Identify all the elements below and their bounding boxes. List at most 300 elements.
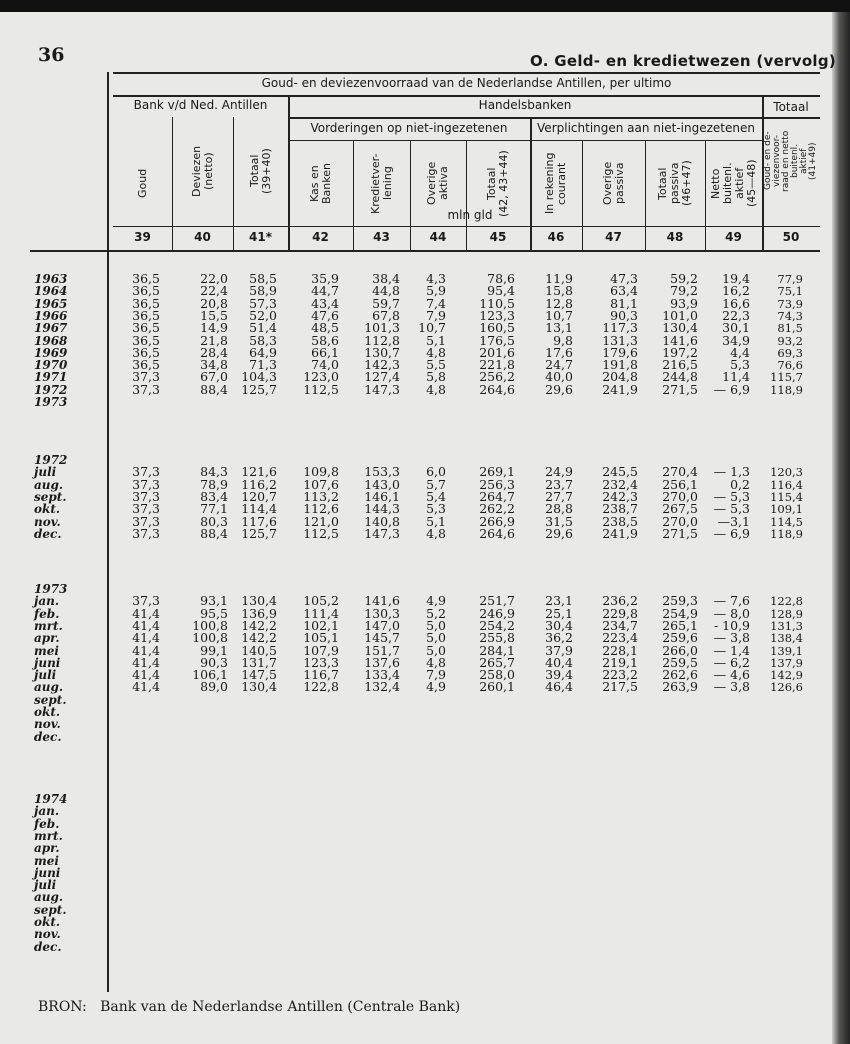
cell-col-39: 37,3	[132, 501, 160, 517]
cell-col-41: 57,3	[249, 295, 277, 311]
row-label: sept.	[34, 489, 67, 504]
row-label: jan.	[34, 594, 60, 609]
cell-col-49: 16,6	[722, 295, 750, 311]
cell-col-47: 241,9	[602, 381, 638, 397]
cell-col-49: — 1,4	[713, 642, 750, 658]
row-label: sept.	[34, 902, 67, 917]
cell-col-43: 67,8	[372, 307, 400, 323]
row-label: dec.	[34, 526, 62, 541]
cell-col-41: 120,7	[241, 488, 277, 504]
cell-col-43: 145,7	[364, 630, 400, 646]
cell-col-44: 7,4	[426, 295, 446, 311]
cell-col-47: 229,8	[602, 605, 638, 621]
cell-col-46: 37,9	[545, 642, 573, 658]
cell-col-50: 81,5	[777, 321, 803, 336]
cell-col-50: 122,8	[770, 594, 803, 609]
cell-col-48: 259,5	[662, 654, 698, 670]
column-number: 49	[725, 230, 742, 244]
cell-col-47: 232,4	[602, 476, 638, 492]
cell-col-46: 39,4	[545, 667, 573, 683]
cell-col-45: 78,6	[487, 271, 515, 286]
cell-col-39: 36,5	[132, 357, 160, 373]
column-header-47: Overige passiva	[600, 161, 626, 206]
row-label: sept.	[34, 692, 67, 707]
cell-col-50: 109,1	[770, 502, 803, 517]
cell-col-41: 117,6	[241, 513, 277, 529]
cell-col-48: 259,3	[662, 593, 698, 609]
cell-col-45: 264,7	[479, 488, 515, 504]
cell-col-43: 153,3	[364, 464, 400, 480]
cell-col-46: 9,8	[553, 332, 573, 348]
cell-col-43: 147,3	[364, 525, 400, 541]
cell-col-43: 130,7	[364, 344, 400, 360]
cell-col-48: 271,5	[662, 525, 698, 541]
cell-col-43: 132,4	[364, 679, 400, 695]
cell-col-46: 23,1	[545, 593, 573, 609]
column-header-49: Netto buitenl. aktief (45—48)	[708, 159, 758, 208]
cell-col-45: 254,2	[479, 617, 515, 633]
cell-col-50: 131,3	[770, 618, 803, 633]
cell-col-43: 147,3	[364, 381, 400, 397]
cell-col-42: 107,9	[303, 642, 339, 658]
row-label: 1970	[34, 358, 68, 373]
unit-label: mln gld	[447, 208, 493, 222]
group-verplichtingen: Verplichtingen aan niet-ingezetenen	[537, 121, 755, 135]
table-row	[0, 694, 850, 706]
row-label: aug.	[34, 680, 64, 695]
cell-col-45: 246,9	[479, 605, 515, 621]
table-row	[0, 805, 850, 817]
cell-col-45: 264,6	[479, 381, 515, 397]
source-text: Bank van de Nederlandse Antillen (Centrale Bank)	[100, 999, 461, 1015]
cell-col-46: 17,6	[545, 344, 573, 360]
cell-col-50: 73,9	[777, 296, 803, 311]
cell-col-39: 37,3	[132, 381, 160, 397]
cell-col-42: 44,7	[311, 283, 339, 299]
cell-col-44: 5,4	[426, 488, 446, 504]
cell-col-42: 58,6	[311, 332, 339, 348]
table-row	[0, 830, 850, 842]
cell-col-50: 128,9	[770, 606, 803, 621]
cell-col-48: 79,2	[670, 283, 698, 299]
cell-col-45: 123,3	[479, 307, 515, 323]
cell-col-49: 22,3	[722, 307, 750, 323]
cell-col-39: 36,5	[132, 283, 160, 299]
cell-col-39: 37,3	[132, 464, 160, 480]
cell-col-39: 36,5	[132, 295, 160, 311]
row-label: juni	[34, 655, 61, 670]
row-label: 1967	[34, 321, 68, 336]
rule	[288, 140, 762, 141]
cell-col-44: 4,8	[426, 525, 446, 541]
cell-col-42: 112,6	[303, 501, 339, 517]
cell-col-47: 117,3	[602, 320, 638, 336]
cell-col-40: 93,1	[200, 593, 228, 609]
cell-col-50: 137,9	[770, 655, 803, 670]
cell-col-48: 59,2	[670, 271, 698, 286]
cell-col-41: 58,3	[249, 332, 277, 348]
cell-col-47: 241,9	[602, 525, 638, 541]
cell-col-47: 223,2	[602, 667, 638, 683]
column-number: 47	[605, 230, 622, 244]
cell-col-40: 106,1	[192, 667, 228, 683]
block-heading: 1974	[34, 792, 68, 806]
cell-col-43: 59,7	[372, 295, 400, 311]
cell-col-49: 11,4	[722, 369, 750, 385]
cell-col-42: 116,7	[303, 667, 339, 683]
row-label: 1964	[34, 284, 68, 299]
cell-col-50: 74,3	[777, 308, 803, 323]
cell-col-42: 113,2	[303, 488, 339, 504]
group-handelsbanken: Handelsbanken	[478, 98, 572, 112]
cell-col-44: 4,8	[426, 381, 446, 397]
table-row	[0, 867, 850, 879]
cell-col-50: 77,9	[777, 272, 803, 286]
cell-col-40: 90,3	[200, 654, 228, 670]
cell-col-45: 251,7	[479, 593, 515, 609]
cell-col-48: 267,5	[662, 501, 698, 517]
cell-col-43: 101,3	[364, 320, 400, 336]
cell-col-44: 5,3	[426, 501, 446, 517]
cell-col-45: 269,1	[479, 464, 515, 480]
cell-col-43: 133,4	[364, 667, 400, 683]
column-number: 40	[194, 230, 211, 244]
cell-col-39: 36,5	[132, 332, 160, 348]
rule	[288, 117, 820, 119]
table-row	[0, 718, 850, 730]
column-number: 45	[489, 230, 507, 244]
cell-col-40: 88,4	[200, 525, 228, 541]
cell-col-39: 41,4	[132, 679, 160, 695]
cell-col-47: 47,3	[610, 271, 638, 286]
cell-col-44: 4,9	[426, 679, 446, 695]
cell-col-40: 28,4	[200, 344, 228, 360]
column-number: 41*	[249, 230, 272, 244]
row-label: 1971	[34, 370, 68, 385]
cell-col-48: 266,0	[662, 642, 698, 658]
column-header-45: Totaal (42, 43+44)	[485, 150, 510, 217]
group-vorderingen: Vorderingen op niet-ingezetenen	[310, 121, 508, 135]
scan-top-edge	[0, 0, 850, 12]
cell-col-41: 131,7	[241, 654, 277, 670]
cell-col-42: 105,1	[303, 630, 339, 646]
row-label: nov.	[34, 514, 61, 529]
cell-col-40: 83,4	[200, 488, 228, 504]
cell-col-46: 24,7	[545, 357, 573, 373]
row-label: apr.	[34, 631, 60, 646]
cell-col-40: 100,8	[192, 617, 228, 633]
row-label: 1966	[34, 308, 68, 323]
cell-col-42: 112,5	[303, 525, 339, 541]
cell-col-46: 30,4	[545, 617, 573, 633]
table-row	[0, 344, 850, 360]
cell-col-41: 114,4	[241, 501, 277, 517]
running-head: O. Geld- en kredietwezen (vervolg)	[530, 52, 837, 70]
cell-col-40: 20,8	[200, 295, 228, 311]
cell-col-46: 12,8	[545, 295, 573, 311]
table-row	[0, 381, 850, 397]
cell-col-44: 7,9	[426, 667, 446, 683]
cell-col-44: 4,8	[426, 344, 446, 360]
cell-col-49: — 6,9	[713, 525, 750, 541]
cell-col-41: 136,9	[241, 605, 277, 621]
table-row	[0, 891, 850, 903]
column-number: 42	[312, 230, 329, 244]
cell-col-45: 95,4	[487, 283, 515, 299]
cell-col-44: 4,3	[426, 271, 446, 286]
table-row	[0, 904, 850, 916]
cell-col-45: 221,8	[479, 357, 515, 373]
cell-col-48: 271,5	[662, 381, 698, 397]
column-number: 39	[134, 230, 151, 244]
cell-col-43: 141,6	[364, 593, 400, 609]
table-title: Goud- en deviezenvoorraad van de Nederlandse Antillen, per ultimo	[261, 76, 672, 90]
cell-col-41: 140,5	[241, 642, 277, 658]
cell-col-39: 37,3	[132, 488, 160, 504]
cell-col-44: 5,5	[426, 357, 446, 373]
row-label: jan.	[34, 804, 60, 819]
cell-col-48: 101,0	[662, 307, 698, 323]
cell-col-44: 10,7	[418, 320, 446, 336]
cell-col-48: 197,2	[662, 344, 698, 360]
rule	[113, 72, 820, 74]
cell-col-50: 120,3	[770, 465, 803, 480]
cell-col-42: 48,5	[311, 320, 339, 336]
cell-col-49: 4,4	[730, 344, 750, 360]
cell-col-44: 7,9	[426, 307, 446, 323]
cell-col-49: 16,2	[722, 283, 750, 299]
cell-col-48: 270,0	[662, 513, 698, 529]
cell-col-40: 22,0	[200, 271, 228, 286]
row-label: juli	[34, 668, 57, 683]
table-row	[0, 855, 850, 867]
cell-col-41: 52,0	[249, 307, 277, 323]
row-label: aug.	[34, 890, 64, 905]
row-label: okt.	[34, 502, 61, 517]
row-label: feb.	[34, 816, 60, 831]
cell-col-45: 284,1	[479, 642, 515, 658]
row-label: okt.	[34, 915, 61, 929]
row-label: 1963	[34, 272, 68, 286]
table-row	[0, 879, 850, 891]
cell-col-49: — 4,6	[713, 667, 750, 683]
column-number: 46	[547, 230, 565, 244]
cell-col-48: 216,5	[662, 357, 698, 373]
row-label: 1973	[34, 395, 68, 409]
cell-col-44: 5,2	[426, 605, 446, 621]
cell-col-46: 27,7	[545, 488, 573, 504]
cell-col-49: — 3,8	[713, 679, 750, 695]
cell-col-40: 22,4	[200, 283, 228, 299]
table-row	[0, 706, 850, 718]
cell-col-47: 217,5	[602, 679, 638, 695]
cell-col-40: 14,9	[200, 320, 228, 336]
cell-col-42: 109,8	[303, 464, 339, 480]
cell-col-45: 110,5	[479, 295, 515, 311]
column-number: 50	[782, 230, 800, 244]
block-heading: 1972	[34, 453, 68, 467]
column-number: 48	[666, 230, 684, 244]
cell-col-39: 41,4	[132, 667, 160, 683]
cell-col-40: 34,8	[200, 357, 228, 373]
cell-col-46: 36,2	[545, 630, 573, 646]
cell-col-47: 228,1	[602, 642, 638, 658]
cell-col-40: 15,5	[200, 307, 228, 323]
cell-col-45: 256,3	[479, 476, 515, 492]
cell-col-50: 93,2	[777, 333, 803, 348]
cell-col-39: 36,5	[132, 344, 160, 360]
cell-col-39: 36,5	[132, 320, 160, 336]
cell-col-41: 142,2	[241, 617, 277, 633]
cell-col-46: 31,5	[545, 513, 573, 529]
cell-col-44: 5,9	[426, 283, 446, 299]
cell-col-49: 34,9	[722, 332, 750, 348]
table-row	[0, 466, 850, 478]
cell-col-41: 130,4	[241, 593, 277, 609]
cell-col-48: 270,4	[662, 464, 698, 480]
row-label: juli	[34, 465, 57, 480]
row-label: juli	[34, 878, 57, 893]
rule	[30, 250, 820, 252]
table-row	[0, 681, 850, 693]
cell-col-46: 29,6	[545, 381, 573, 397]
column-header-50: Goud- en de- viezenvoor- raad en netto buitenl. aktief (41+49)	[763, 130, 818, 192]
cell-col-41: 125,7	[241, 525, 277, 541]
cell-col-48: 254,9	[662, 605, 698, 621]
cell-col-48: 263,9	[662, 679, 698, 695]
table-row	[0, 818, 850, 830]
cell-col-41: 116,2	[241, 476, 277, 492]
column-header-46: In rekening courant	[543, 152, 568, 215]
cell-col-49: — 8,0	[713, 605, 750, 621]
cell-col-39: 41,4	[132, 630, 160, 646]
cell-col-41: 121,6	[241, 464, 277, 480]
cell-col-43: 127,4	[364, 369, 400, 385]
column-number: 44	[429, 230, 447, 244]
cell-col-47: 191,8	[602, 357, 638, 373]
cell-col-40: 100,8	[192, 630, 228, 646]
cell-col-39: 36,5	[132, 271, 160, 286]
cell-col-44: 5,1	[426, 332, 446, 348]
cell-col-42: 122,8	[303, 679, 339, 695]
cell-col-39: 37,3	[132, 525, 160, 541]
row-label: dec.	[34, 939, 62, 954]
row-label: mrt.	[34, 618, 63, 633]
cell-col-40: 77,1	[200, 501, 228, 517]
cell-col-42: 74,0	[311, 357, 339, 373]
cell-col-44: 5,1	[426, 513, 446, 529]
cell-col-39: 41,4	[132, 605, 160, 621]
cell-col-39: 37,3	[132, 476, 160, 492]
cell-col-49: — 6,2	[713, 654, 750, 670]
cell-col-47: 236,2	[602, 593, 638, 609]
cell-col-46: 25,1	[545, 605, 573, 621]
cell-col-45: 258,0	[479, 667, 515, 683]
rule	[113, 95, 820, 97]
cell-col-42: 47,6	[311, 307, 339, 323]
cell-col-46: 15,8	[545, 283, 573, 299]
cell-col-43: 144,3	[364, 501, 400, 517]
rule	[288, 95, 290, 250]
column-header-40: Deviezen (netto)	[189, 145, 215, 197]
cell-col-50: 118,9	[770, 382, 803, 397]
row-label: 1965	[34, 296, 68, 311]
cell-col-44: 5,0	[426, 630, 446, 646]
cell-col-42: 102,1	[303, 617, 339, 633]
cell-col-49: — 1,3	[713, 464, 750, 480]
cell-col-45: 176,5	[479, 332, 515, 348]
cell-col-40: 95,5	[200, 605, 228, 621]
cell-col-42: 123,0	[303, 369, 339, 385]
cell-col-40: 21,8	[200, 332, 228, 348]
cell-col-41: 142,2	[241, 630, 277, 646]
cell-col-49: 0,2	[730, 476, 750, 492]
cell-col-44: 5,7	[426, 476, 446, 492]
cell-col-39: 41,4	[132, 617, 160, 633]
cell-col-45: 260,1	[479, 679, 515, 695]
cell-col-43: 38,4	[372, 271, 400, 286]
cell-col-46: 13,1	[545, 320, 573, 336]
table-row	[0, 916, 850, 928]
table-row	[0, 842, 850, 854]
row-label: okt.	[34, 705, 61, 719]
cell-col-50: 75,1	[777, 284, 803, 299]
cell-col-49: 19,4	[722, 271, 750, 286]
cell-col-43: 143,0	[364, 476, 400, 492]
cell-col-48: 270,0	[662, 488, 698, 504]
cell-col-48: 259,6	[662, 630, 698, 646]
cell-col-43: 142,3	[364, 357, 400, 373]
cell-col-42: 107,6	[303, 476, 339, 492]
cell-col-44: 5,8	[426, 369, 446, 385]
cell-col-46: 40,4	[545, 654, 573, 670]
column-header-39: Goud	[135, 168, 149, 199]
page-number: 36	[38, 44, 65, 66]
cell-col-43: 140,8	[364, 513, 400, 529]
cell-col-48: 256,1	[662, 476, 698, 492]
cell-col-45: 265,7	[479, 654, 515, 670]
cell-col-47: 242,3	[602, 488, 638, 504]
cell-col-42: 111,4	[303, 605, 339, 621]
group-totaal: Totaal	[773, 100, 809, 114]
column-header-41: Totaal (39+40)	[247, 148, 273, 194]
cell-col-49: 5,3	[730, 357, 750, 373]
cell-col-49: — 3,8	[713, 630, 750, 646]
cell-col-47: 245,5	[602, 464, 638, 480]
cell-col-47: 223,4	[602, 630, 638, 646]
cell-col-50: 126,6	[770, 680, 803, 695]
cell-col-42: 43,4	[311, 295, 339, 311]
cell-col-47: 90,3	[610, 307, 638, 323]
cell-col-41: 147,5	[241, 667, 277, 683]
cell-col-42: 35,9	[311, 271, 339, 286]
cell-col-41: 104,3	[241, 369, 277, 385]
cell-col-40: 88,4	[200, 381, 228, 397]
cell-col-50: 115,4	[770, 489, 803, 504]
cell-col-43: 112,8	[364, 332, 400, 348]
row-label: 1972	[34, 382, 68, 397]
cell-col-47: 81,1	[610, 295, 638, 311]
cell-col-45: 262,2	[479, 501, 515, 517]
cell-col-50: 114,5	[770, 514, 803, 529]
source-note	[38, 999, 460, 1015]
cell-col-41: 58,9	[249, 283, 277, 299]
cell-col-45: 266,9	[479, 513, 515, 529]
row-label: aug.	[34, 477, 64, 492]
source-label: BRON:	[38, 999, 87, 1015]
row-label: nov.	[34, 927, 61, 942]
table-row	[0, 332, 850, 348]
